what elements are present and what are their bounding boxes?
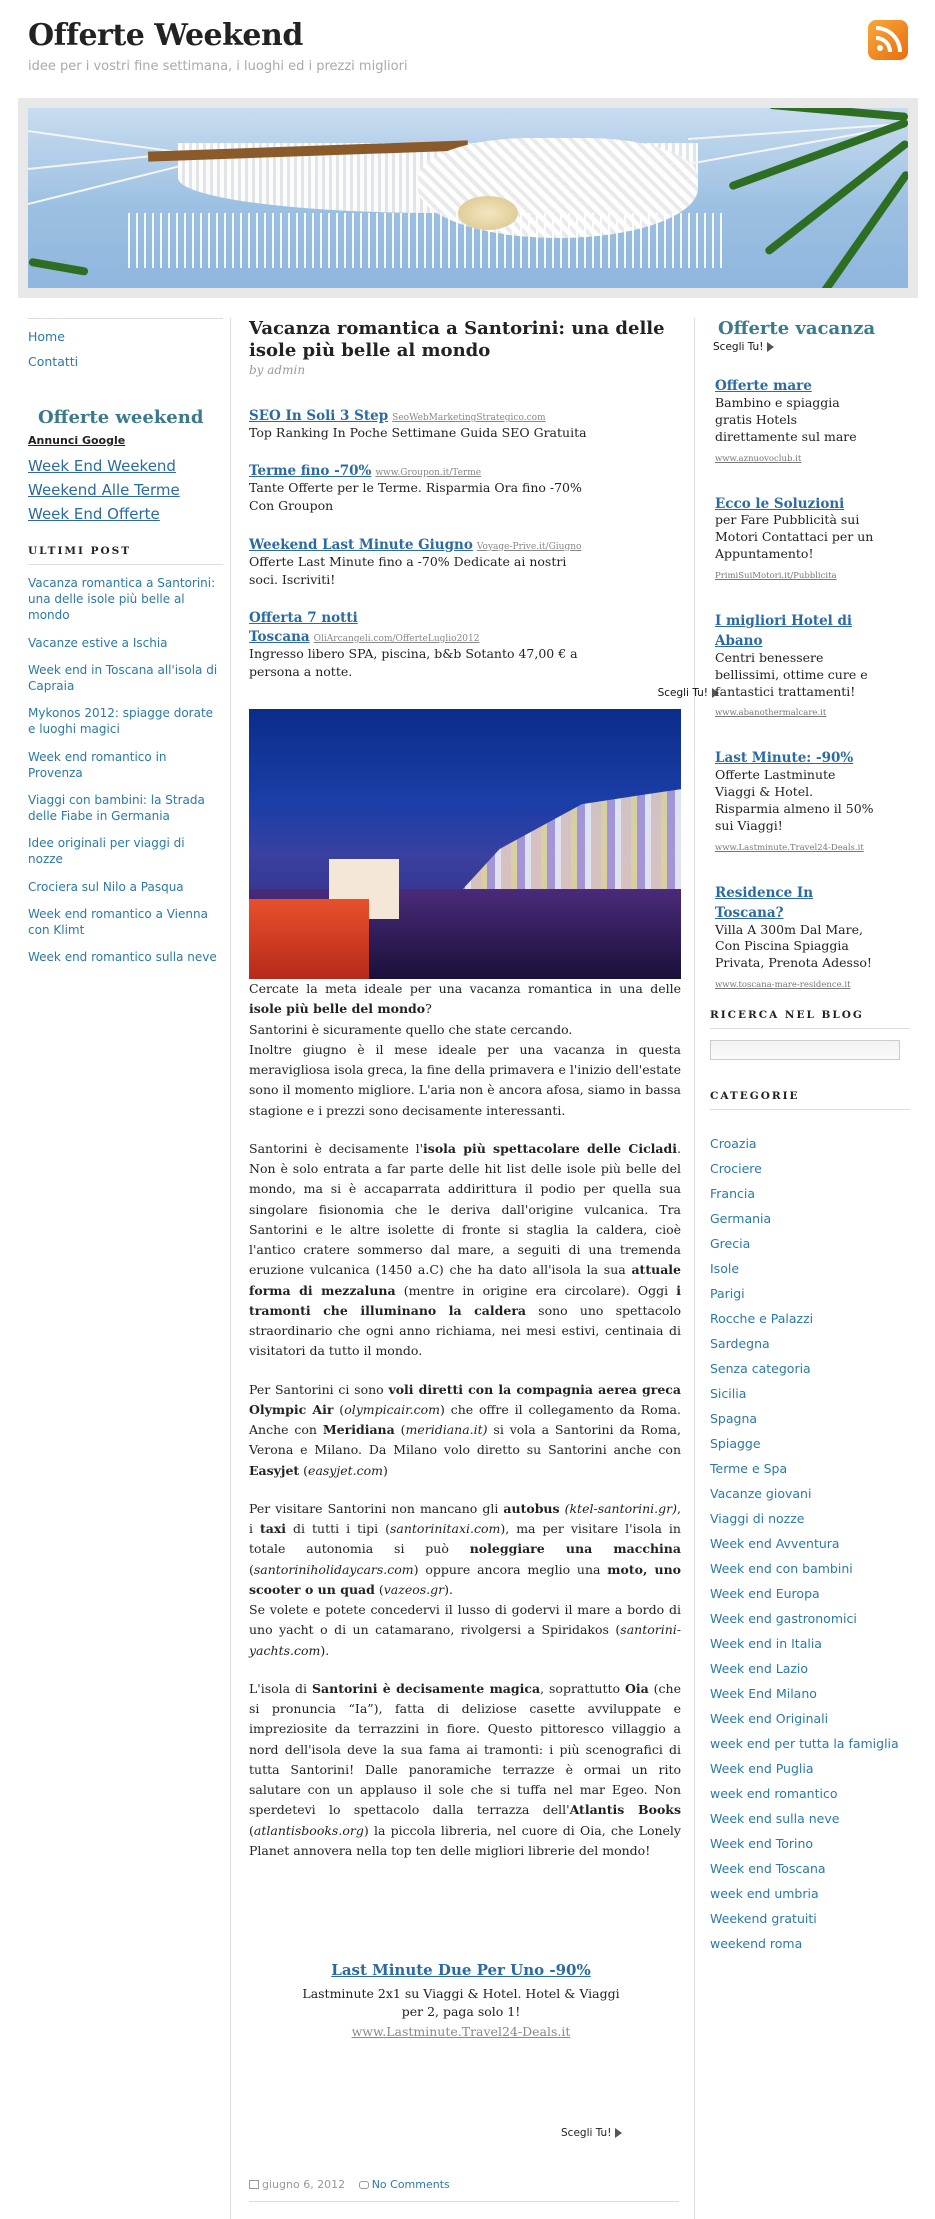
ad-choices-icon bbox=[615, 2128, 622, 2138]
sidebar-ad bbox=[715, 493, 875, 583]
category-link[interactable]: Week end Avventura bbox=[710, 1535, 840, 1551]
category-link[interactable]: Croazia bbox=[710, 1135, 757, 1151]
category-link[interactable]: Terme e Spa bbox=[710, 1460, 788, 1476]
main-content bbox=[230, 318, 708, 2219]
search-title: RICERCA NEL BLOG bbox=[710, 1009, 910, 1029]
site-description: idee per i vostri fine settimana, i luoghi ed i prezzi migliori bbox=[28, 59, 408, 74]
site-title[interactable]: Offerte Weekend bbox=[28, 18, 303, 53]
rss-feed-icon[interactable] bbox=[868, 20, 908, 60]
left-sidebar bbox=[28, 318, 223, 976]
recent-post-link[interactable]: Idee originali per viaggi di nozze bbox=[28, 836, 185, 867]
site-header bbox=[28, 18, 908, 88]
sidebar-ad-title[interactable]: Residence In Toscana? bbox=[715, 884, 814, 921]
category-link[interactable]: Isole bbox=[710, 1260, 740, 1276]
sidebar-ad-title[interactable]: Offerte mare bbox=[715, 378, 812, 394]
category-link[interactable]: weekend roma bbox=[710, 1935, 803, 1951]
ad-text: Top Ranking In Poche Settimane Guida SEO Gratuita bbox=[249, 425, 587, 441]
ad-text: Ingresso libero SPA, piscina, b&b Sotanto 47,00 € a persona a notte. bbox=[249, 645, 578, 679]
recent-post-link[interactable]: Week end romantico a Vienna con Klimt bbox=[28, 906, 208, 937]
right-sidebar bbox=[710, 318, 910, 1961]
category-link[interactable]: Week end Torino bbox=[710, 1835, 814, 1851]
ad-title[interactable]: SEO In Soli 3 Step bbox=[249, 408, 389, 425]
offers-heading: Offerte weekend bbox=[38, 407, 204, 428]
category-link[interactable]: Week end Originali bbox=[710, 1710, 829, 1726]
sidebar-ad-text: Bambino e spiaggia gratis Hotels direttamente sul mare bbox=[715, 394, 857, 444]
category-link[interactable]: Germania bbox=[710, 1210, 772, 1226]
sidebar-ad-text: Offerte Lastminute Viaggi & Hotel. Risparmia almeno il 50% sui Viaggi! bbox=[715, 767, 874, 833]
sidebar-ad-url[interactable]: www.aznuovoclub.it bbox=[715, 453, 802, 464]
sidebar-ad-url[interactable]: www.abanothermalcare.it bbox=[715, 708, 827, 719]
sidebar-ad-url[interactable]: www.Lastminute.Travel24-Deals.it bbox=[715, 842, 864, 853]
category-link[interactable]: Francia bbox=[710, 1185, 756, 1201]
sidebar-ad bbox=[715, 375, 875, 465]
calendar-icon bbox=[249, 2180, 259, 2189]
recent-post-link[interactable]: Vacanze estive a Ischia bbox=[28, 635, 168, 650]
sidebar-ad-text: per Fare Pubblicità sui Motori Contattaci per un Appuntamento! bbox=[715, 512, 874, 562]
category-link[interactable]: week end per tutta la famiglia bbox=[710, 1735, 899, 1751]
ad-text: Tante Offerte per le Terme. Risparmia Ora fino -70% Con Groupon bbox=[249, 480, 582, 514]
ad-choices-icon bbox=[767, 342, 774, 352]
santorini-photo bbox=[249, 709, 681, 979]
sidebar-ad bbox=[715, 610, 875, 719]
post-body: Cercate la meta ideale per una vacanza romantica in una delle isole più belle del mondo? Santorini è sicuramente quello che state cercando. Inoltre giugno è il mese ideale per una vacanza in questa meravigliosa isola greca, la fine della primavera e l'inizio dell'estate sono il momento migliore. L'aria non è ancora afosa, siamo in bassa stagione e i prezzi sono decisamente interessanti. Santorini è decisamente l'isola più spettacolare delle Cicladi. Non è solo entrata a far parte delle hit list delle isole più belle del mondo, ma si è accaparrata addirittura il podio per quella sua singolare fisionomia che le deriva dall'origine vulcanica. Tra Santorini e le altre isolette di fronte si staglia la caldera, cioè l'antico cratere sommerso dal mare, a seguiti di una tremenda eruzione vulcanica (1450 a.C) che ha dato all'isola la sua attuale forma di mezzaluna (mentre in origine era circolare). Oggi i tramonti che illuminano la caldera sono uno spettacolo straordinario che ogni anno richiama, nei mesi estivi, centinaia di visitatori da tutto il mondo. Per Santorini ci sono voli diretti con la compagnia aerea greca Olympic Air (olympicair.com) che offre il collegamento da Roma. Anche con Meridiana (meridiana.it) si vola a Santorini da Roma, Verona e Milano. Da Milano volo diretto su Santorini anche con Easyjet (easyjet.com) Per visitare Santorini non mancano gli autobus (ktel-santorini.gr), i taxi di tutti i tipi (santorinitaxi.com), ma per visitare l'isola in totale autonomia si può noleggiare una macchina (santoriniholidaycars.com) oppure ancora meglio una moto, uno scooter o un quad (vazeos.gr). Se volete e potete concedervi il lusso di godervi il mare a bordo di uno yacht o di un catamarano, rivolgersi a Spiridakos (santorini-yachts.com). L'isola di Santorini è decisamente magica, soprattutto Oia (che si pronuncia “Ia”), fatta di deliziose casette avviluppate e impreziosite da terrazzini in fiore. Questo pittoresco villaggio a nord dell'isola deve la sua fama ai tramonti: i più scenografici di tutta Santorini! Dalle panoramiche terrazze è ormai un rito salutare con un applauso il sole che si tuffa nel mar Egeo. Non sperdetevi lo spettacolo dalla terrazza dell'Atlantis Books (atlantisbooks.org) la piccola libreria, nel cuore di Oia, che Lonely Planet annovera nella top ten delle migliori librerie del mondo! bbox=[249, 981, 681, 1858]
recent-post-link[interactable]: Week end romantico sulla neve bbox=[28, 950, 217, 965]
category-link[interactable]: Week end Toscana bbox=[710, 1860, 826, 1876]
sidebar-ad-title[interactable]: Ecco le Soluzioni bbox=[715, 495, 845, 512]
bottom-ad-title[interactable]: Last Minute Due Per Uno -90% bbox=[331, 1961, 591, 1979]
recent-post-link[interactable]: Crociera sul Nilo a Pasqua bbox=[28, 879, 184, 894]
bottom-ad bbox=[291, 1960, 631, 2040]
category-link[interactable]: Week end Europa bbox=[710, 1585, 820, 1601]
bottom-ad-url[interactable]: www.Lastminute.Travel24-Deals.it bbox=[351, 2024, 571, 2040]
sidebar-ad bbox=[715, 747, 875, 853]
category-link[interactable]: Viaggi di nozze bbox=[710, 1510, 805, 1526]
post bbox=[249, 318, 708, 1879]
sidebar-ad bbox=[715, 882, 875, 991]
post-date: giugno 6, 2012 bbox=[262, 2178, 346, 2191]
ad-title[interactable]: Offerta 7 notti Toscana bbox=[249, 609, 358, 645]
post-meta bbox=[249, 2178, 679, 2202]
category-link[interactable]: Week end sulla neve bbox=[710, 1810, 840, 1826]
ad-choices-button[interactable]: Scegli Tu! bbox=[713, 341, 910, 353]
category-link[interactable]: Senza categoria bbox=[710, 1360, 811, 1376]
category-link[interactable]: week end umbria bbox=[710, 1885, 819, 1901]
recent-post-link[interactable]: Week end romantico in Provenza bbox=[28, 749, 167, 780]
category-link[interactable]: Sicilia bbox=[710, 1385, 747, 1401]
comment-icon bbox=[359, 2181, 369, 2189]
ad-item bbox=[249, 607, 589, 681]
offer-link[interactable]: Week End Weekend bbox=[28, 457, 176, 475]
offer-link[interactable]: Week End Offerte bbox=[28, 505, 160, 523]
ad-item bbox=[249, 534, 589, 589]
category-link[interactable]: Vacanze giovani bbox=[710, 1485, 812, 1501]
categories-list bbox=[710, 1136, 910, 1952]
category-link[interactable]: Parigi bbox=[710, 1285, 745, 1301]
ad-url[interactable]: www.Groupon.it/Terme bbox=[375, 468, 482, 479]
category-link[interactable]: Rocche e Palazzi bbox=[710, 1310, 814, 1326]
category-link[interactable]: Week end Puglia bbox=[710, 1760, 814, 1776]
categories-title: CATEGORIE bbox=[710, 1090, 910, 1110]
vacation-offers-heading: Offerte vacanza bbox=[718, 318, 876, 339]
category-link[interactable]: week end romantico bbox=[710, 1785, 838, 1801]
nav-home[interactable]: Home bbox=[28, 329, 65, 344]
google-ads-label[interactable]: Annunci Google bbox=[28, 434, 126, 447]
ad-text: Offerte Last Minute fino a -70% Dedicate ai nostri soci. Iscriviti! bbox=[249, 553, 567, 587]
comments-link[interactable]: No Comments bbox=[371, 2178, 450, 2191]
recent-posts-title: ULTIMI POST bbox=[28, 545, 223, 565]
sidebar-ad-url[interactable]: PrimiSuiMotori.it/Pubblicita bbox=[715, 571, 837, 581]
search-input[interactable] bbox=[710, 1040, 900, 1060]
post-title[interactable]: Vacanza romantica a Santorini: una delle isole più belle al mondo bbox=[249, 318, 665, 361]
category-link[interactable]: Week end gastronomici bbox=[710, 1610, 857, 1626]
category-link[interactable]: Week end in Italia bbox=[710, 1635, 822, 1651]
sidebar-ad-text: Villa A 300m Dal Mare, Con Piscina Spiaggia Privata, Prenota Adesso! bbox=[715, 921, 872, 971]
ad-url[interactable]: SeoWebMarketingStrategico.com bbox=[392, 413, 546, 424]
sidebar-ad-title[interactable]: Last Minute: -90% bbox=[715, 750, 854, 767]
ad-choices-button[interactable]: Scegli Tu! bbox=[249, 687, 719, 699]
category-link[interactable]: Week end con bambini bbox=[710, 1560, 853, 1576]
category-link[interactable]: Sardegna bbox=[710, 1335, 770, 1351]
nav-contatti[interactable]: Contatti bbox=[28, 354, 79, 369]
hammock-banner-image bbox=[28, 108, 908, 288]
ad-item bbox=[249, 405, 589, 442]
google-ads-block bbox=[249, 405, 708, 700]
recent-post-link[interactable]: Mykonos 2012: spiagge dorate e luoghi magici bbox=[28, 706, 214, 737]
category-link[interactable]: Week end Lazio bbox=[710, 1660, 809, 1676]
bottom-ad-text: Lastminute 2x1 su Viaggi & Hotel. Hotel & Viaggi per 2, paga solo 1! bbox=[302, 1986, 620, 2020]
sidebar-ad-title[interactable]: I migliori Hotel di Abano bbox=[715, 613, 853, 649]
post-byline: by admin bbox=[249, 363, 306, 378]
category-link[interactable]: Spagna bbox=[710, 1410, 758, 1426]
recent-post-link[interactable]: Week end in Toscana all'isola di Capraia bbox=[28, 662, 218, 693]
category-link[interactable]: Week End Milano bbox=[710, 1685, 817, 1701]
ad-choices-button[interactable]: Scegli Tu! bbox=[561, 2127, 622, 2139]
category-link[interactable]: Crociere bbox=[710, 1160, 762, 1176]
category-link[interactable]: Spiagge bbox=[710, 1435, 761, 1451]
sidebar-ad-text: Centri benessere bellissimi, ottime cure e fantastici trattamenti! bbox=[715, 649, 868, 699]
recent-post-link[interactable]: Vacanza romantica a Santorini: una delle isole più belle al mondo bbox=[28, 576, 216, 623]
ad-url[interactable]: OliArcangeli.com/OfferteLuglio2012 bbox=[313, 633, 480, 644]
offer-link[interactable]: Weekend Alle Terme bbox=[28, 481, 180, 499]
category-link[interactable]: Weekend gratuiti bbox=[710, 1910, 817, 1926]
header-banner bbox=[18, 98, 918, 298]
ad-url[interactable]: Voyage-Prive.it/Giugno bbox=[476, 541, 582, 552]
ad-item bbox=[249, 460, 589, 515]
recent-post-link[interactable]: Viaggi con bambini: la Strada delle Fiabe in Germania bbox=[28, 792, 205, 824]
ad-title[interactable]: Terme fino -70% bbox=[249, 463, 372, 480]
sidebar-ad-url[interactable]: www.toscana-mare-residence.it bbox=[715, 980, 851, 991]
ad-title[interactable]: Weekend Last Minute Giugno bbox=[249, 536, 473, 553]
category-link[interactable]: Grecia bbox=[710, 1235, 751, 1251]
